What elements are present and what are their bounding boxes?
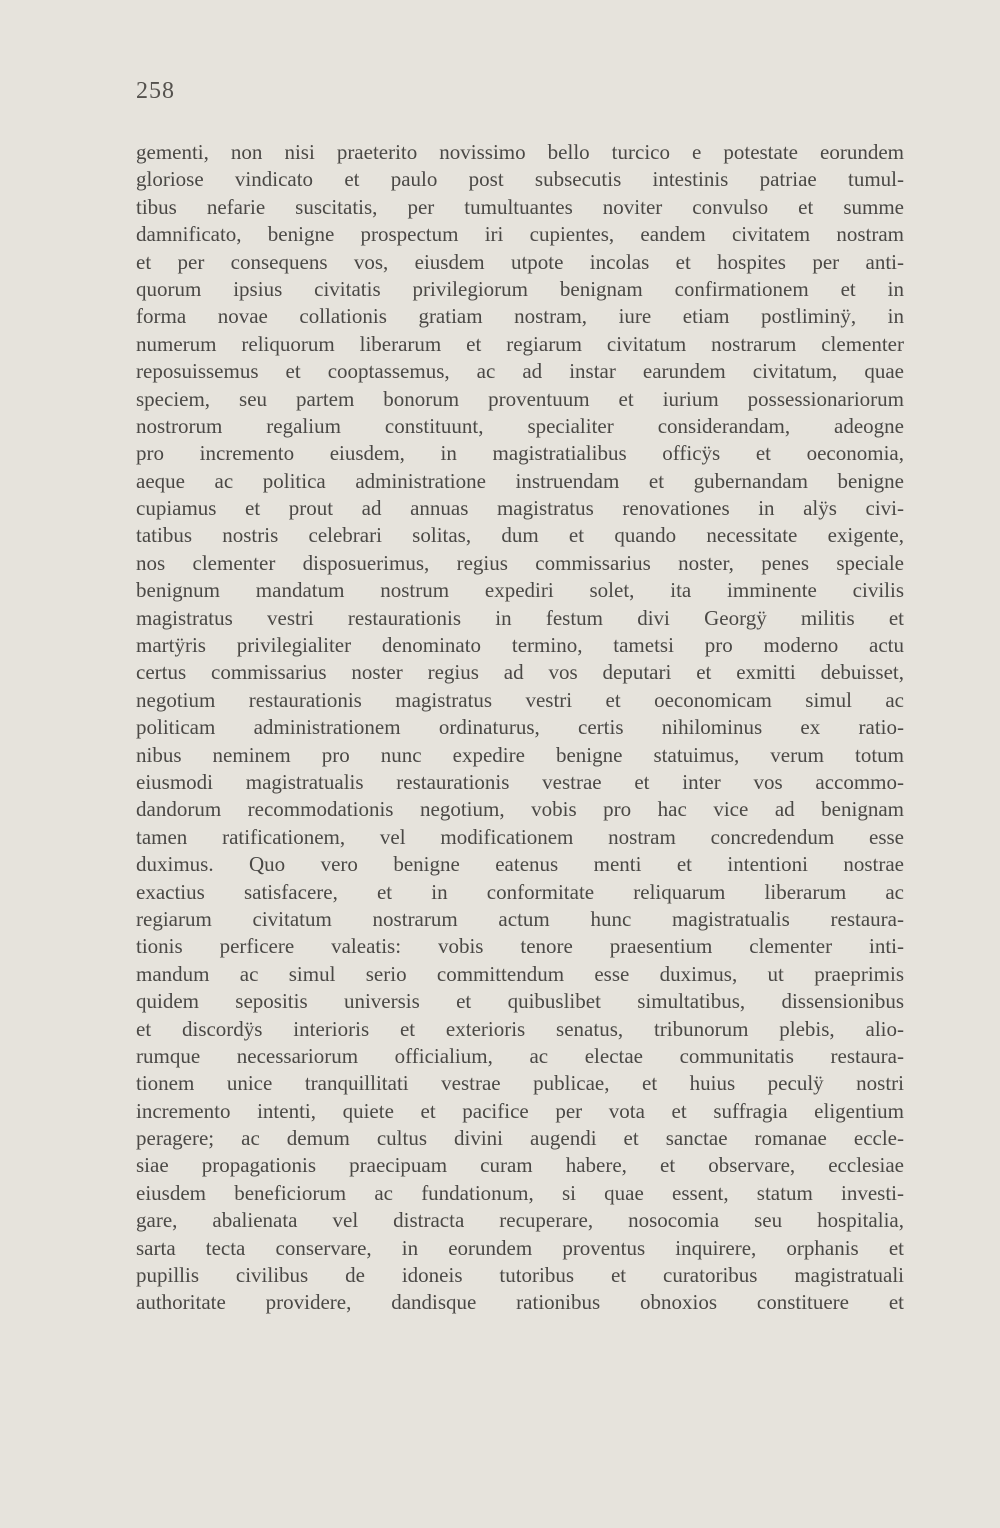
text-line: mandum ac simul serio committendum esse duximus, ut praeprimis xyxy=(136,961,904,986)
text-line: negotium restaurationis magistratus vestri et oeconomicam simul ac xyxy=(136,687,904,712)
text-line: tionis perficere valeatis: vobis tenore praesentium clementer inti- xyxy=(136,934,904,959)
text-line: forma novae collationis gratiam nostram, iure etiam postliminÿ, in xyxy=(136,304,904,329)
text-line: damnificato, benigne prospectum iri cupientes, eandem civitatem nostram xyxy=(136,222,904,247)
text-line: reposuissemus et cooptassemus, ac ad instar earundem civitatum, quae xyxy=(136,359,904,384)
text-line: tamen ratificationem, vel modificationem nostram concredendum esse xyxy=(136,824,904,849)
text-line: sarta tecta conservare, in eorundem proventus inquirere, orphanis et xyxy=(136,1235,904,1260)
text-line: numerum reliquorum liberarum et regiarum civitatum nostrarum clementer xyxy=(136,331,904,356)
text-line: speciem, seu partem bonorum proventuum et iurium possessionariorum xyxy=(136,386,904,411)
text-line: cupiamus et prout ad annuas magistratus renovationes in alÿs civi- xyxy=(136,496,904,521)
text-line: pro incremento eiusdem, in magistratialibus officÿs et oeconomia, xyxy=(136,441,904,466)
text-line: benignum mandatum nostrum expediri solet, ita imminente civilis xyxy=(136,578,904,603)
page-number: 258 xyxy=(136,78,175,104)
text-line: tionem unice tranquillitati vestrae publicae, et huius peculÿ nostri xyxy=(136,1071,904,1096)
text-line: tatibus nostris celebrari solitas, dum et quando necessitate exigente, xyxy=(136,523,904,548)
text-line: aeque ac politica administratione instruendam et gubernandam benigne xyxy=(136,468,904,493)
text-line: pupillis civilibus de idoneis tutoribus et curatoribus magistratuali xyxy=(136,1263,904,1288)
text-line: nostrorum regalium constituunt, specialiter considerandam, adeogne xyxy=(136,413,904,438)
text-line: martÿris privilegialiter denominato termino, tametsi pro moderno actu xyxy=(136,633,904,658)
text-line: et per consequens vos, eiusdem utpote incolas et hospites per anti- xyxy=(136,249,904,274)
text-line: nos clementer disposuerimus, regius commissarius noster, penes speciale xyxy=(136,550,904,575)
text-line: et discordÿs interioris et exterioris senatus, tribunorum plebis, alio- xyxy=(136,1016,904,1041)
text-line: gementi, non nisi praeterito novissimo bello turcico e potestate eorundem xyxy=(136,140,904,164)
text-line: exactius satisfacere, et in conformitate reliquarum liberarum ac xyxy=(136,879,904,904)
text-line: peragere; ac demum cultus divini augendi et sanctae romanae eccle- xyxy=(136,1126,904,1151)
text-line: duximus. Quo vero benigne eatenus menti et intentioni nostrae xyxy=(136,852,904,877)
text-line: tibus nefarie suscitatis, per tumultuantes noviter convulso et summe xyxy=(136,194,904,219)
text-line: gloriose vindicato et paulo post subsecutis intestinis patriae tumul- xyxy=(136,167,904,192)
text-line: quorum ipsius civitatis privilegiorum benignam confirmationem et in xyxy=(136,276,904,301)
text-line: magistratus vestri restaurationis in festum divi Georgÿ militis et xyxy=(136,605,904,630)
text-line: quidem sepositis universis et quibuslibet simultatibus, dissensionibus xyxy=(136,989,904,1014)
text-line: incremento intenti, quiete et pacifice per vota et suffragia eligentium xyxy=(136,1098,904,1123)
text-line: certus commissarius noster regius ad vos deputari et exmitti debuisset, xyxy=(136,660,904,685)
text-line: nibus neminem pro nunc expedire benigne statuimus, verum totum xyxy=(136,742,904,767)
text-line: authoritate providere, dandisque rationibus obnoxios constituere et xyxy=(136,1290,904,1315)
text-line: eiusmodi magistratualis restaurationis vestrae et inter vos accommo- xyxy=(136,769,904,794)
text-line: siae propagationis praecipuam curam habere, et observare, ecclesiae xyxy=(136,1153,904,1178)
text-line: regiarum civitatum nostrarum actum hunc magistratualis restaura- xyxy=(136,906,904,931)
text-line: eiusdem beneficiorum ac fundationum, si quae essent, statum investi- xyxy=(136,1180,904,1205)
body-text xyxy=(136,139,904,1317)
text-line: dandorum recommodationis negotium, vobis pro hac vice ad benignam xyxy=(136,797,904,822)
text-line: rumque necessariorum officialium, ac electae communitatis restaura- xyxy=(136,1043,904,1068)
text-line: politicam administrationem ordinaturus, certis nihilominus ex ratio- xyxy=(136,715,904,740)
text-line: gare, abalienata vel distracta recuperare, nosocomia seu hospitalia, xyxy=(136,1208,904,1233)
